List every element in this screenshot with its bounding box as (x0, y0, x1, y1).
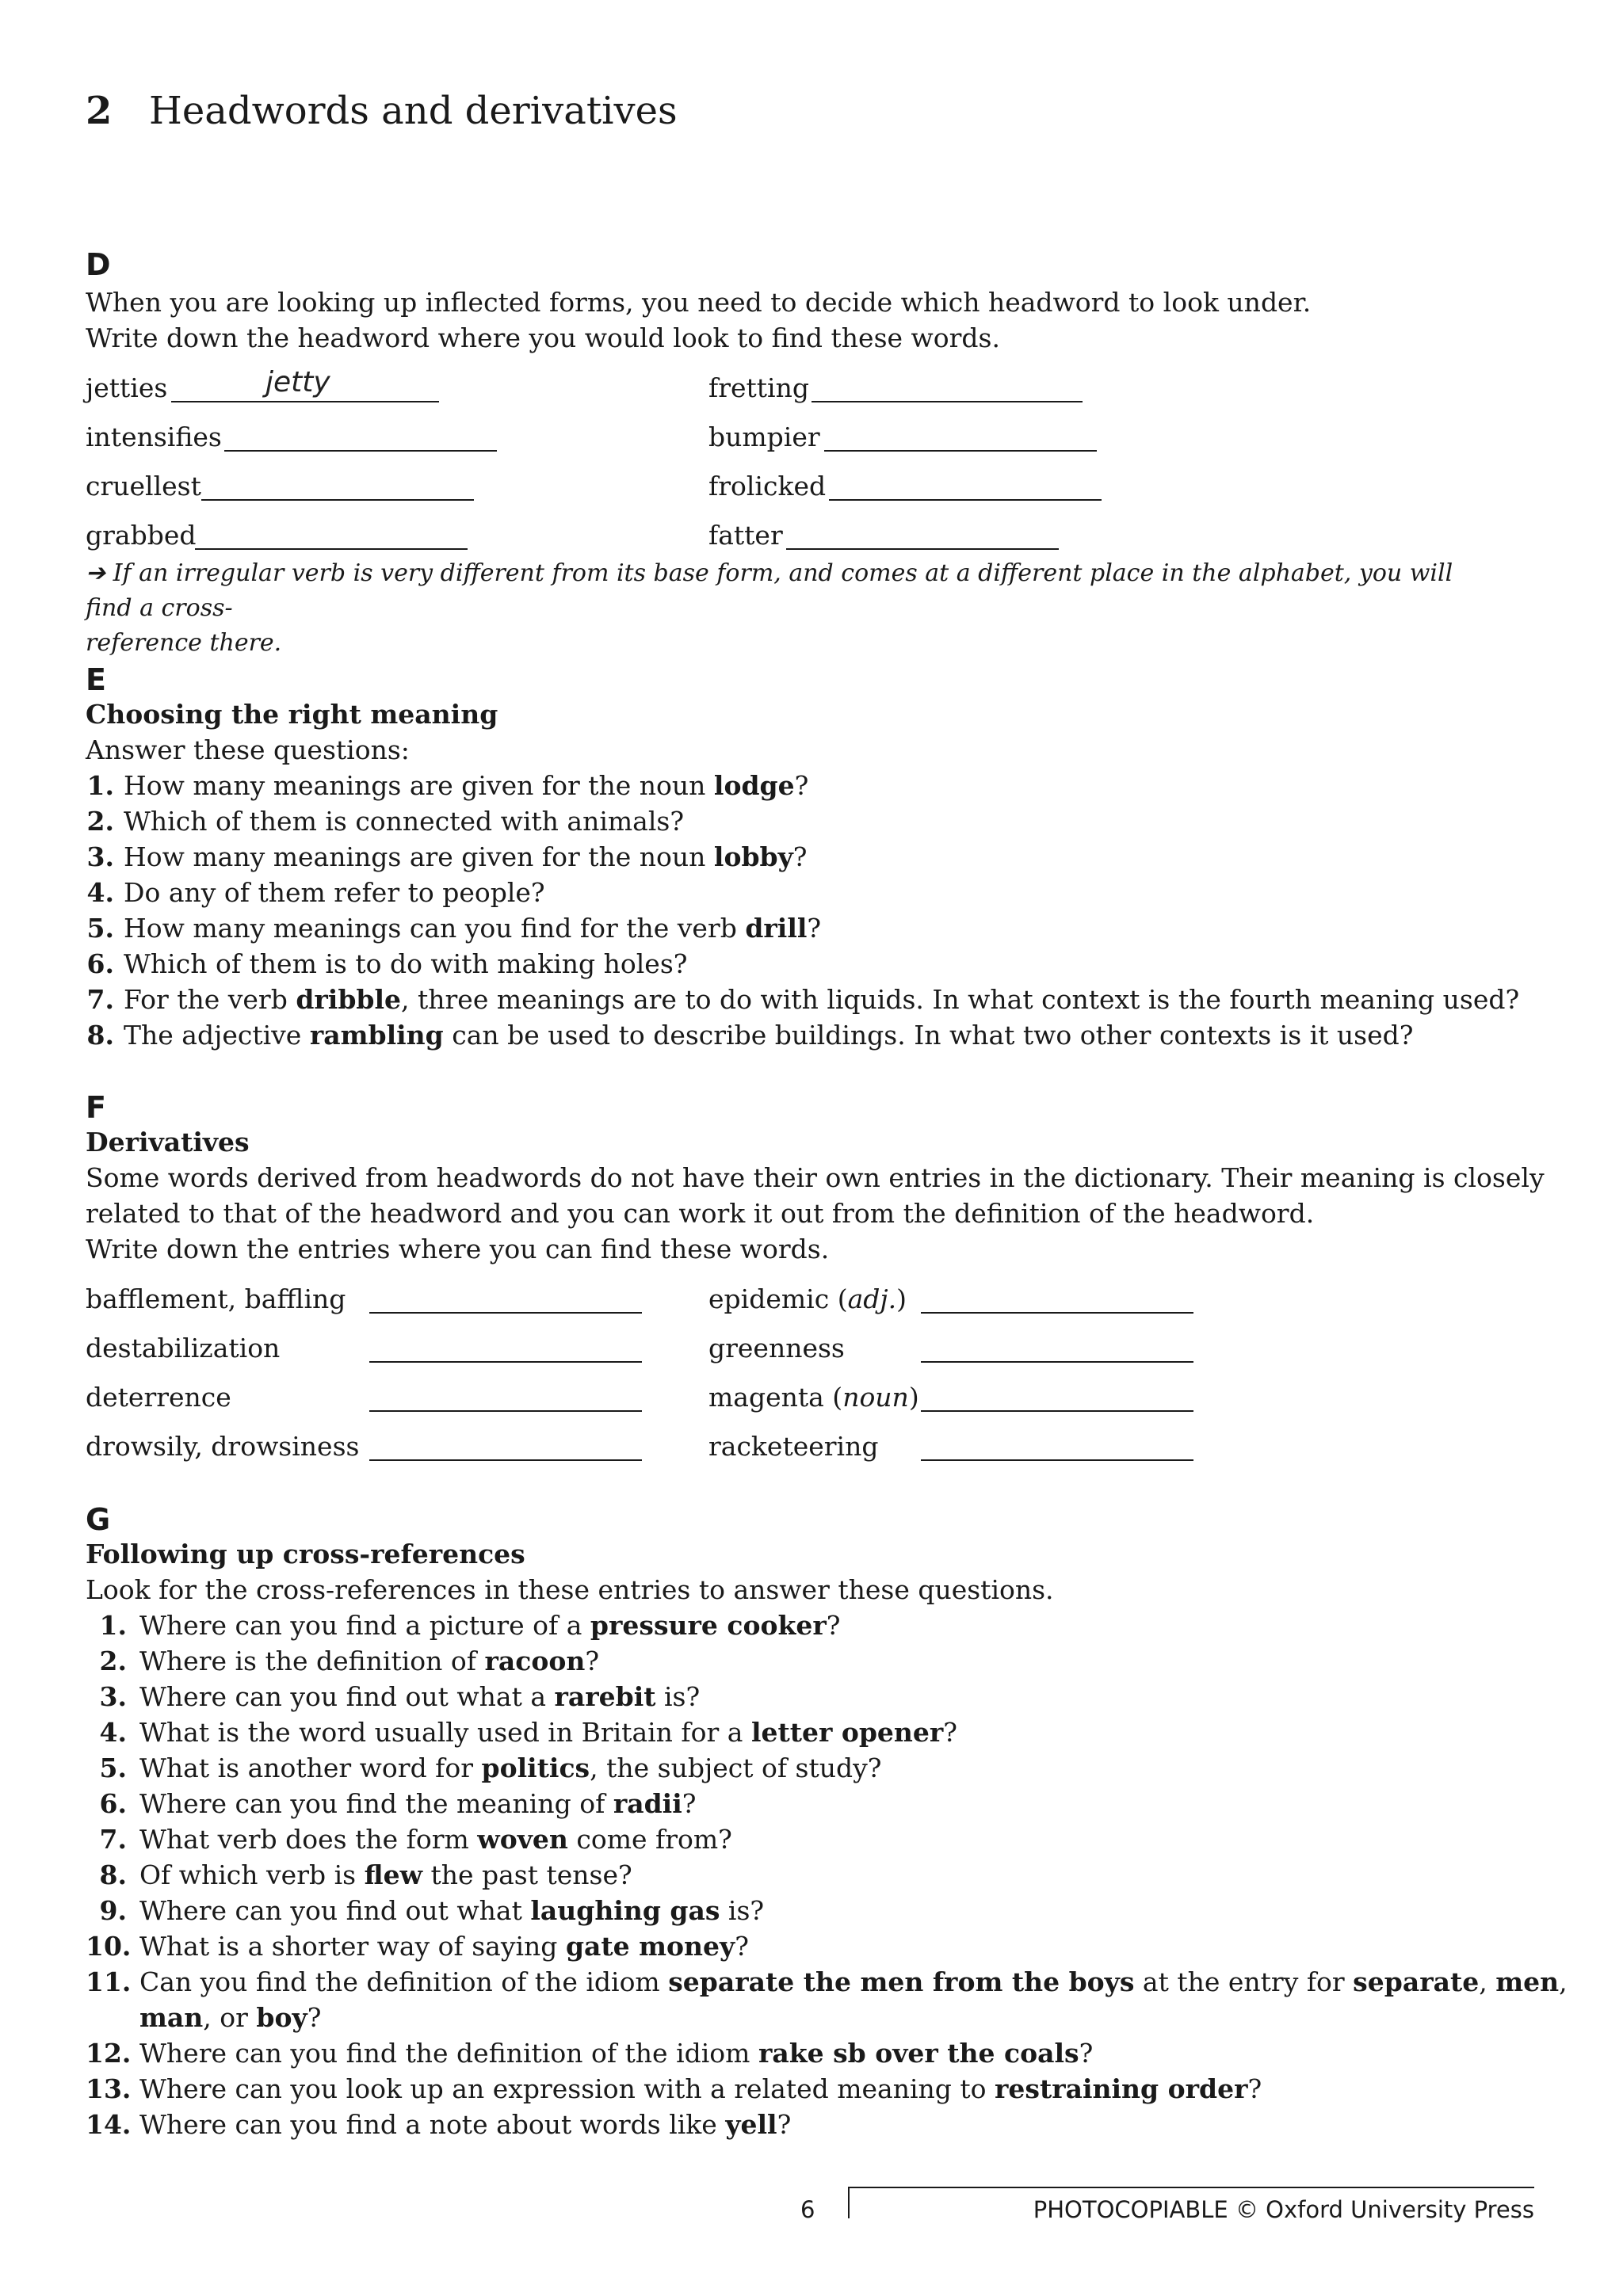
section-e-intro: Answer these questions: (86, 734, 410, 765)
e-question-3: 3. How many meanings are given for the noun lobby? (86, 841, 808, 872)
d-answer-jetties: jetty (265, 366, 330, 399)
section-e-letter: E (86, 662, 106, 697)
f-answer-line-greenness[interactable] (921, 1361, 1193, 1363)
d-answer-line-fretting[interactable] (812, 401, 1083, 402)
section-f-letter: F (86, 1090, 106, 1125)
f-word-racketeering: racketeering (708, 1431, 879, 1462)
g-question-4: 4. What is the word usually used in Britain for a letter opener? (99, 1717, 957, 1748)
g-question-6: 6. Where can you find the meaning of radii? (99, 1788, 697, 1819)
g-question-10: 10. What is a shorter way of saying gate money? (86, 1931, 749, 1962)
g-question-7: 7. What verb does the form woven come from? (99, 1824, 732, 1855)
g-question-3: 3. Where can you find out what a rarebit is? (99, 1681, 701, 1712)
section-d-letter: D (86, 247, 111, 282)
d-answer-line-fatter[interactable] (786, 548, 1059, 550)
section-f-intro-2: related to that of the headword and you can work it out from the definition of the headword. (86, 1198, 1315, 1229)
g-question-11: 11. Can you find the definition of the idiom separate the men from the boys at the entry for separate, men, (86, 1966, 1568, 1997)
copyright-notice: PHOTOCOPIABLE © Oxford University Press (1033, 2196, 1534, 2223)
e-question-4: 4. Do any of them refer to people? (86, 877, 545, 908)
d-answer-line-jetties[interactable] (171, 401, 439, 402)
d-word-jetties: jetties (86, 372, 168, 403)
d-word-frolicked: frolicked (708, 471, 827, 502)
g-question-5: 5. What is another word for politics, the subject of study? (99, 1753, 882, 1783)
d-word-intensifies: intensifies (86, 421, 222, 452)
section-d-intro-2: Write down the headword where you would look to find these words. (86, 322, 1000, 353)
chapter-title: Headwords and derivatives (149, 89, 678, 133)
d-answer-line-grabbed[interactable] (195, 548, 468, 550)
f-answer-line-bafflement[interactable] (369, 1312, 642, 1314)
f-word-epidemic: epidemic (adj.) (708, 1283, 907, 1314)
f-word-drowsily: drowsily, drowsiness (86, 1431, 360, 1462)
f-answer-line-deterrence[interactable] (369, 1410, 642, 1412)
section-g-heading: Following up cross-references (86, 1539, 525, 1569)
section-e-heading: Choosing the right meaning (86, 699, 498, 730)
d-answer-line-frolicked[interactable] (829, 499, 1102, 501)
section-d-note-line-2: reference there. (86, 629, 282, 657)
f-word-greenness: greenness (708, 1333, 845, 1363)
g-question-14: 14. Where can you find a note about words like yell? (86, 2109, 792, 2140)
d-word-cruellest: cruellest (86, 471, 201, 502)
d-answer-line-cruellest[interactable] (201, 499, 474, 501)
section-f-heading: Derivatives (86, 1127, 250, 1158)
footer-divider (848, 2187, 850, 2218)
d-answer-line-intensifies[interactable] (224, 450, 497, 452)
f-word-magenta: magenta (noun) (708, 1382, 919, 1413)
section-f-intro-1: Some words derived from headwords do not have their own entries in the dictionary. Their meaning is closely (86, 1162, 1545, 1193)
d-answer-line-bumpier[interactable] (824, 450, 1097, 452)
section-g-letter: G (86, 1502, 111, 1537)
g-question-12: 12. Where can you find the definition of the idiom rake sb over the coals? (86, 2038, 1094, 2069)
e-question-5: 5. How many meanings can you find for the verb drill? (86, 913, 822, 944)
f-word-destabilization: destabilization (86, 1333, 281, 1363)
f-answer-line-magenta[interactable] (921, 1410, 1193, 1412)
e-question-8: 8. The adjective rambling can be used to describe buildings. In what two other contexts is it used? (86, 1020, 1414, 1051)
f-answer-line-destabilization[interactable] (369, 1361, 642, 1363)
g-question-1: 1. Where can you find a picture of a pressure cooker? (99, 1610, 841, 1641)
f-word-bafflement: bafflement, baffling (86, 1283, 346, 1314)
d-word-bumpier: bumpier (708, 421, 820, 452)
d-word-fatter: fatter (708, 520, 783, 551)
page-number: 6 (800, 2196, 815, 2223)
section-g-intro: Look for the cross-references in these entries to answer these questions. (86, 1574, 1054, 1605)
e-question-7: 7. For the verb dribble, three meanings are to do with liquids. In what context is the fourth meaning used? (86, 984, 1520, 1015)
f-answer-line-racketeering[interactable] (921, 1459, 1193, 1461)
d-word-grabbed: grabbed (86, 520, 197, 551)
d-word-fretting: fretting (708, 372, 809, 403)
section-d-intro-1: When you are looking up inflected forms, you need to decide which headword to look under. (86, 287, 1312, 318)
section-d-note (86, 556, 1496, 661)
e-question-6: 6. Which of them is to do with making holes? (86, 948, 688, 979)
chapter-number: 2 (86, 89, 113, 133)
f-answer-line-epidemic[interactable] (921, 1312, 1193, 1314)
footer-rule (848, 2187, 1534, 2188)
g-question-9: 9. Where can you find out what laughing gas is? (99, 1895, 765, 1926)
g-question-13: 13. Where can you look up an expression with a related meaning to restraining order? (86, 2073, 1262, 2104)
section-d-note-line-1: ➔ If an irregular verb is very different from its base form, and comes at a different place in the alphabet, you will find a cross- (86, 559, 1453, 622)
e-question-1: 1. How many meanings are given for the noun lodge? (86, 770, 809, 801)
page-title (86, 89, 678, 133)
g-question-8: 8. Of which verb is flew the past tense? (99, 1859, 632, 1890)
e-question-2: 2. Which of them is connected with animals? (86, 806, 685, 837)
f-answer-line-drowsily[interactable] (369, 1459, 642, 1461)
section-f-intro-3: Write down the entries where you can find these words. (86, 1234, 830, 1264)
f-word-deterrence: deterrence (86, 1382, 231, 1413)
g-question-11-continued: man, or boy? (139, 2002, 322, 2033)
g-question-2: 2. Where is the definition of racoon? (99, 1646, 600, 1676)
